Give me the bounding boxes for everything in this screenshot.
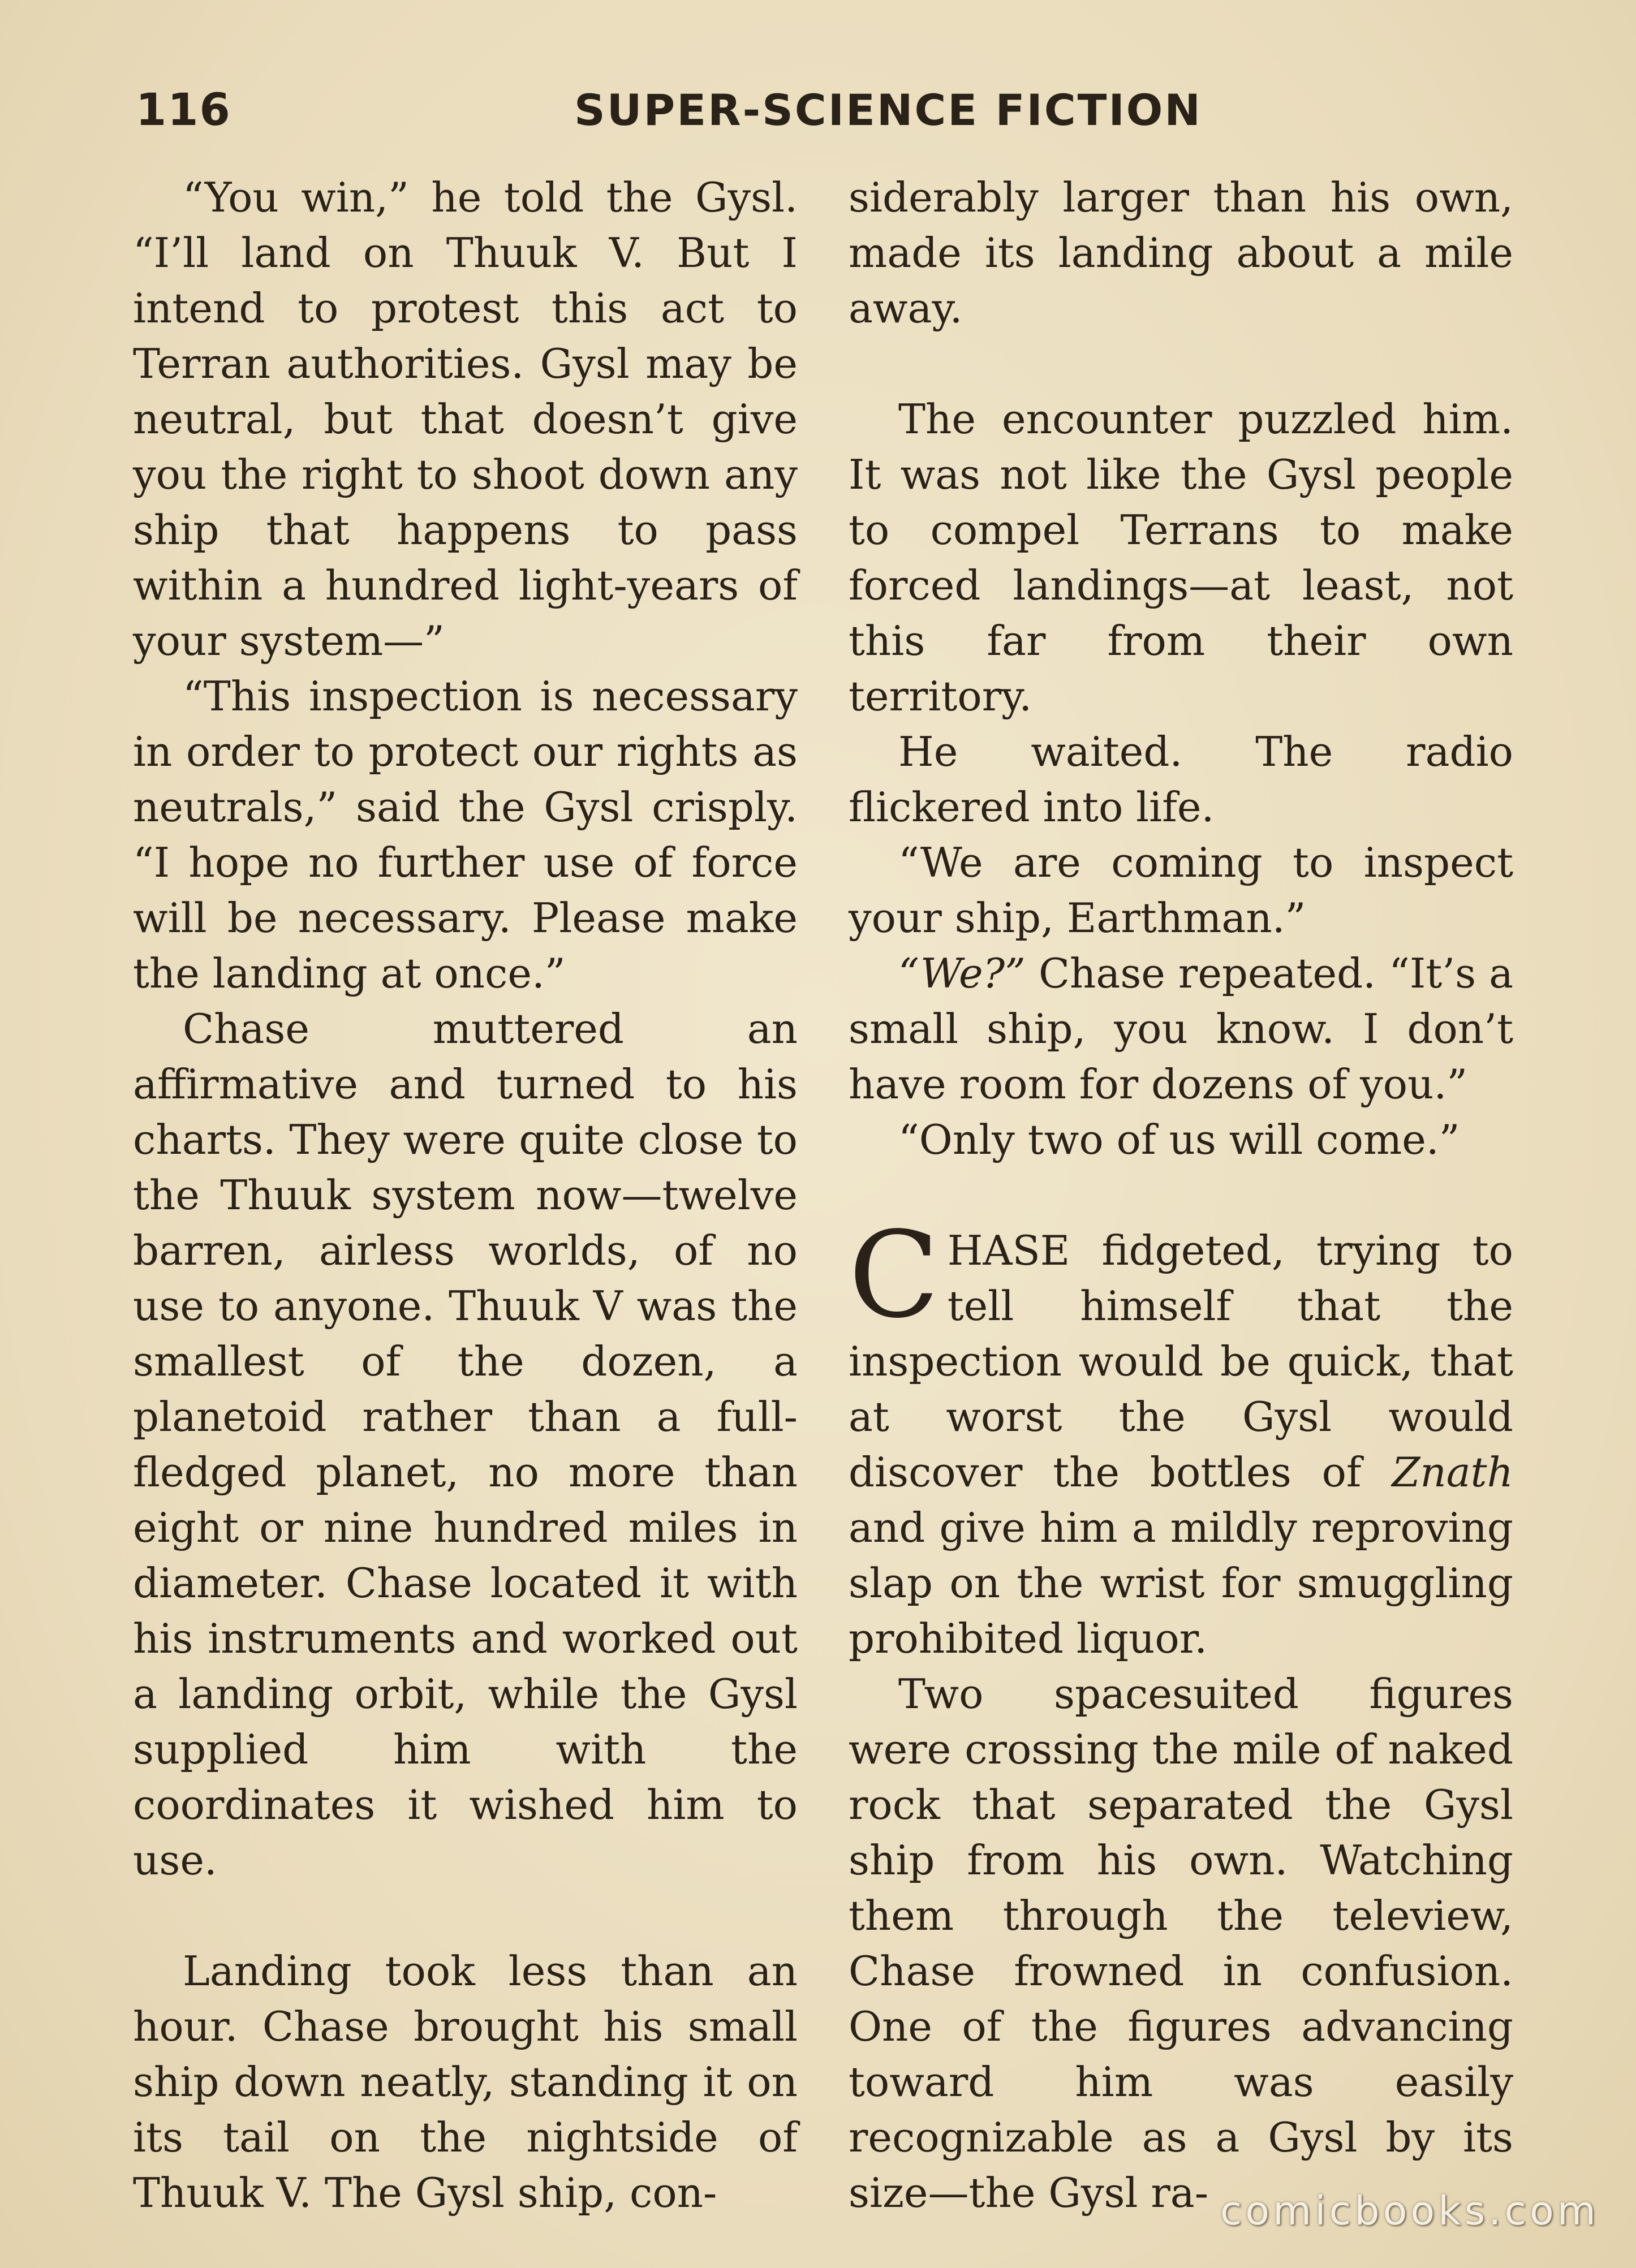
paragraph — [849, 1206, 1513, 1666]
left-column — [133, 170, 798, 2220]
paragraph-text: HASE fidgeted, trying to tell himself that the inspection would be quick, that at worst the Gysl would discover the bottles of — [849, 1227, 1513, 1496]
drop-cap: C — [849, 1206, 940, 1344]
page-header — [136, 85, 1527, 147]
paragraph: siderably larger than his own, made its landing about a mile away. — [849, 174, 1513, 332]
emphasis-text: “We?” — [898, 950, 1026, 997]
running-head-title: SUPER-SCIENCE FICTION — [574, 85, 1202, 135]
page-number: 116 — [136, 85, 231, 136]
section-break — [133, 1888, 798, 1943]
emphasis-text: Znath — [1392, 1448, 1513, 1496]
watermark: comicbooks.com — [1220, 2188, 1599, 2234]
section-break — [849, 336, 1513, 391]
paragraph: He waited. The radio flickered into life. — [849, 728, 1513, 831]
right-column — [849, 170, 1513, 2220]
paragraph: Two spacesuited figures were crossing the mile of naked rock that separated the Gysl ship from his own. Watching them through the teleview, Chase frowned in confusion. One of the figures advancing toward him was easily recognizable as a Gysl by its size—the Gysl ra- — [849, 1670, 1513, 2217]
section-break — [849, 1167, 1513, 1223]
paragraph: “We are coming to inspect your ship, Earthman.” — [849, 839, 1513, 942]
paragraph: “You win,” he told the Gysl. “I’ll land on Thuuk V. But I intend to protest this act to Terran authorities. Gysl may be neutral, but that doesn’t give you the right to shoot down any ship that happens to pass within a hundred light-years of your system—” — [133, 174, 798, 665]
paragraph-text: Chase repeated. “It’s a small ship, you know. I don’t have room for dozens of you.” — [849, 950, 1513, 1108]
paragraph: Chase muttered an affirmative and turned to his charts. They were quite close to the Thuuk system now—twelve barren, airless worlds, of no use to anyone. Thuuk V was the smallest of the dozen, a planetoid rather than a full-fledged planet, no more than eight or nine hundred miles in diameter. Chase located it with his instruments and worked out a landing orbit, while the Gysl supplied him with the coordinates it wished him to use. — [133, 1005, 798, 1884]
paragraph: “Only two of us will come.” — [898, 1116, 1460, 1163]
paragraph: Landing took less than an hour. Chase brought his small ship down neatly, standing it on its tail on the nightside of Thuuk V. The Gysl ship, con- — [133, 1947, 798, 2217]
paragraph-text: and give him a mildly reproving slap on the wrist for smuggling prohibited liquor. — [849, 1504, 1513, 1662]
paragraph: The encounter puzzled him. It was not like the Gysl people to compel Terrans to make forced landings—at least, not this far from their own territory. — [849, 395, 1513, 720]
paragraph — [849, 946, 1513, 1112]
paragraph: “This inspection is necessary in order to protect our rights as neutrals,” said the Gysl crisply. “I hope no further use of force will be necessary. Please make the landing at once.” — [133, 672, 798, 997]
